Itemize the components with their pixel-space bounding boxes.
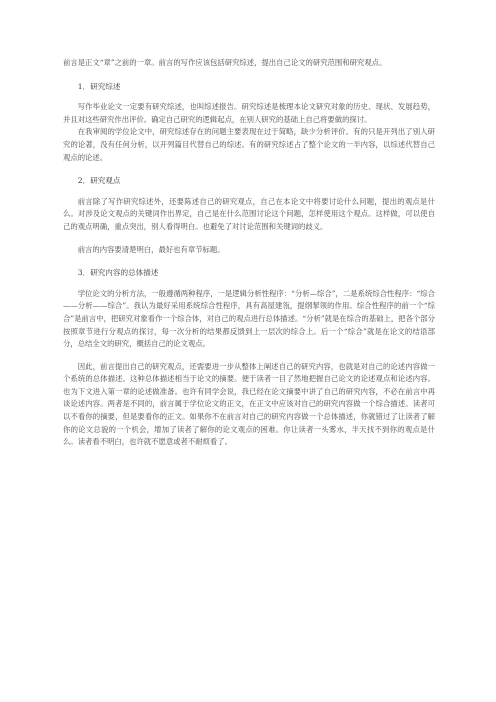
review-paragraph-2: 在我审阅的学位论文中，研究综述存在的问题主要表现在过于简略，缺少分析评价。有的只是开列出了别人研究的论著，没有任何分析，以开列篇目代替自己的综述。有的研究综述占了整个论文的一半内容，以综述代替自己观点的论述。 — [63, 127, 435, 162]
viewpoint-paragraph-1: 前言除了写作研究综述外，还要陈述自己的研究观点，自己在本论文中将要讨论什么问题，提出的观点是什么。对涉及论文观点的关键词作出界定，自己是在什么范围讨论这个问题，怎样使用这个观点。这样做，可以使自己的观点明确，重点突出，别人看得明白。也避免了对讨论范围和关键词的歧义。 — [63, 196, 435, 231]
viewpoint-paragraph-2: 前言的内容要清楚明白，最好也有章节标题。 — [77, 244, 225, 254]
document-body — [63, 57, 435, 449]
section-heading-overview: 3．研究内容的总体描述 — [77, 268, 159, 278]
overview-paragraph-2: 因此，前言提出自己的研究观点，还需要进一步从整体上阐述自己的研究内容，也就是对自己的论述内容做一个系统的总体描述。这种总体描述相当于论文的摘要。便于读者一目了然地把握自己论文的论述观点和论述内容。也为下文进入第一章的论述做准备。也许有同学会说，我已经在论文摘要中讲了自己的研究内容，不必在前言中再谈论述内容。两者是不同的，前言属于学位论文的正文，在正文中应该对自己的研究内容做一个综合描述。读者可以不看你的摘要，但是要看你的正文。如果你不在前言对自己的研究内容做一个总体描述，你就错过了让读者了解你的论文总貌的一个机会，增加了读者了解你的论文观点的困难。你让读者一头雾水，半天找不到你的观点是什么。读者看不明白，也许就不愿意或者不耐烦看了。 — [63, 361, 435, 447]
intro-paragraph: 前言是正文“章”之前的一章。前言的写作应该包括研究综述，提出自己论文的研究范围和研究观点。 — [63, 58, 387, 67]
section-heading-review: 1．研究综述 — [77, 81, 121, 91]
section-heading-viewpoint: 2．研究观点 — [77, 176, 121, 186]
review-paragraph-1: 写作毕业论文一定要有研究综述，也叫综述报告。研究综述是梳理本论文研究对象的历史、现状、发展趋势，并且对这些研究作出评价。确定自己研究的逻辑起点，在别人研究的基础上自己将要做的探讨。 — [63, 102, 435, 124]
overview-paragraph-1: 学位论文的分析方法，一般遵循两种程序，一是逻辑分析性程序：“分析—综合”，二是系统综合性程序：“综合——分析——综合”。我认为最好采用系统综合性程序，具有高屋建瓴，提纲挈领的作用。综合性程序的前一个“综合”是前言中，把研究对象看作一个综合体，对自己的观点进行总体描述。“分析”就是在综合的基础上，把各个部分按照章节进行分观点的探讨，每一次分析的结果都反馈到上一层次的综合上。后一个“综合”就是在论文的结语部分，总结全文的研究，概括自己的论文观点。 — [63, 288, 435, 349]
